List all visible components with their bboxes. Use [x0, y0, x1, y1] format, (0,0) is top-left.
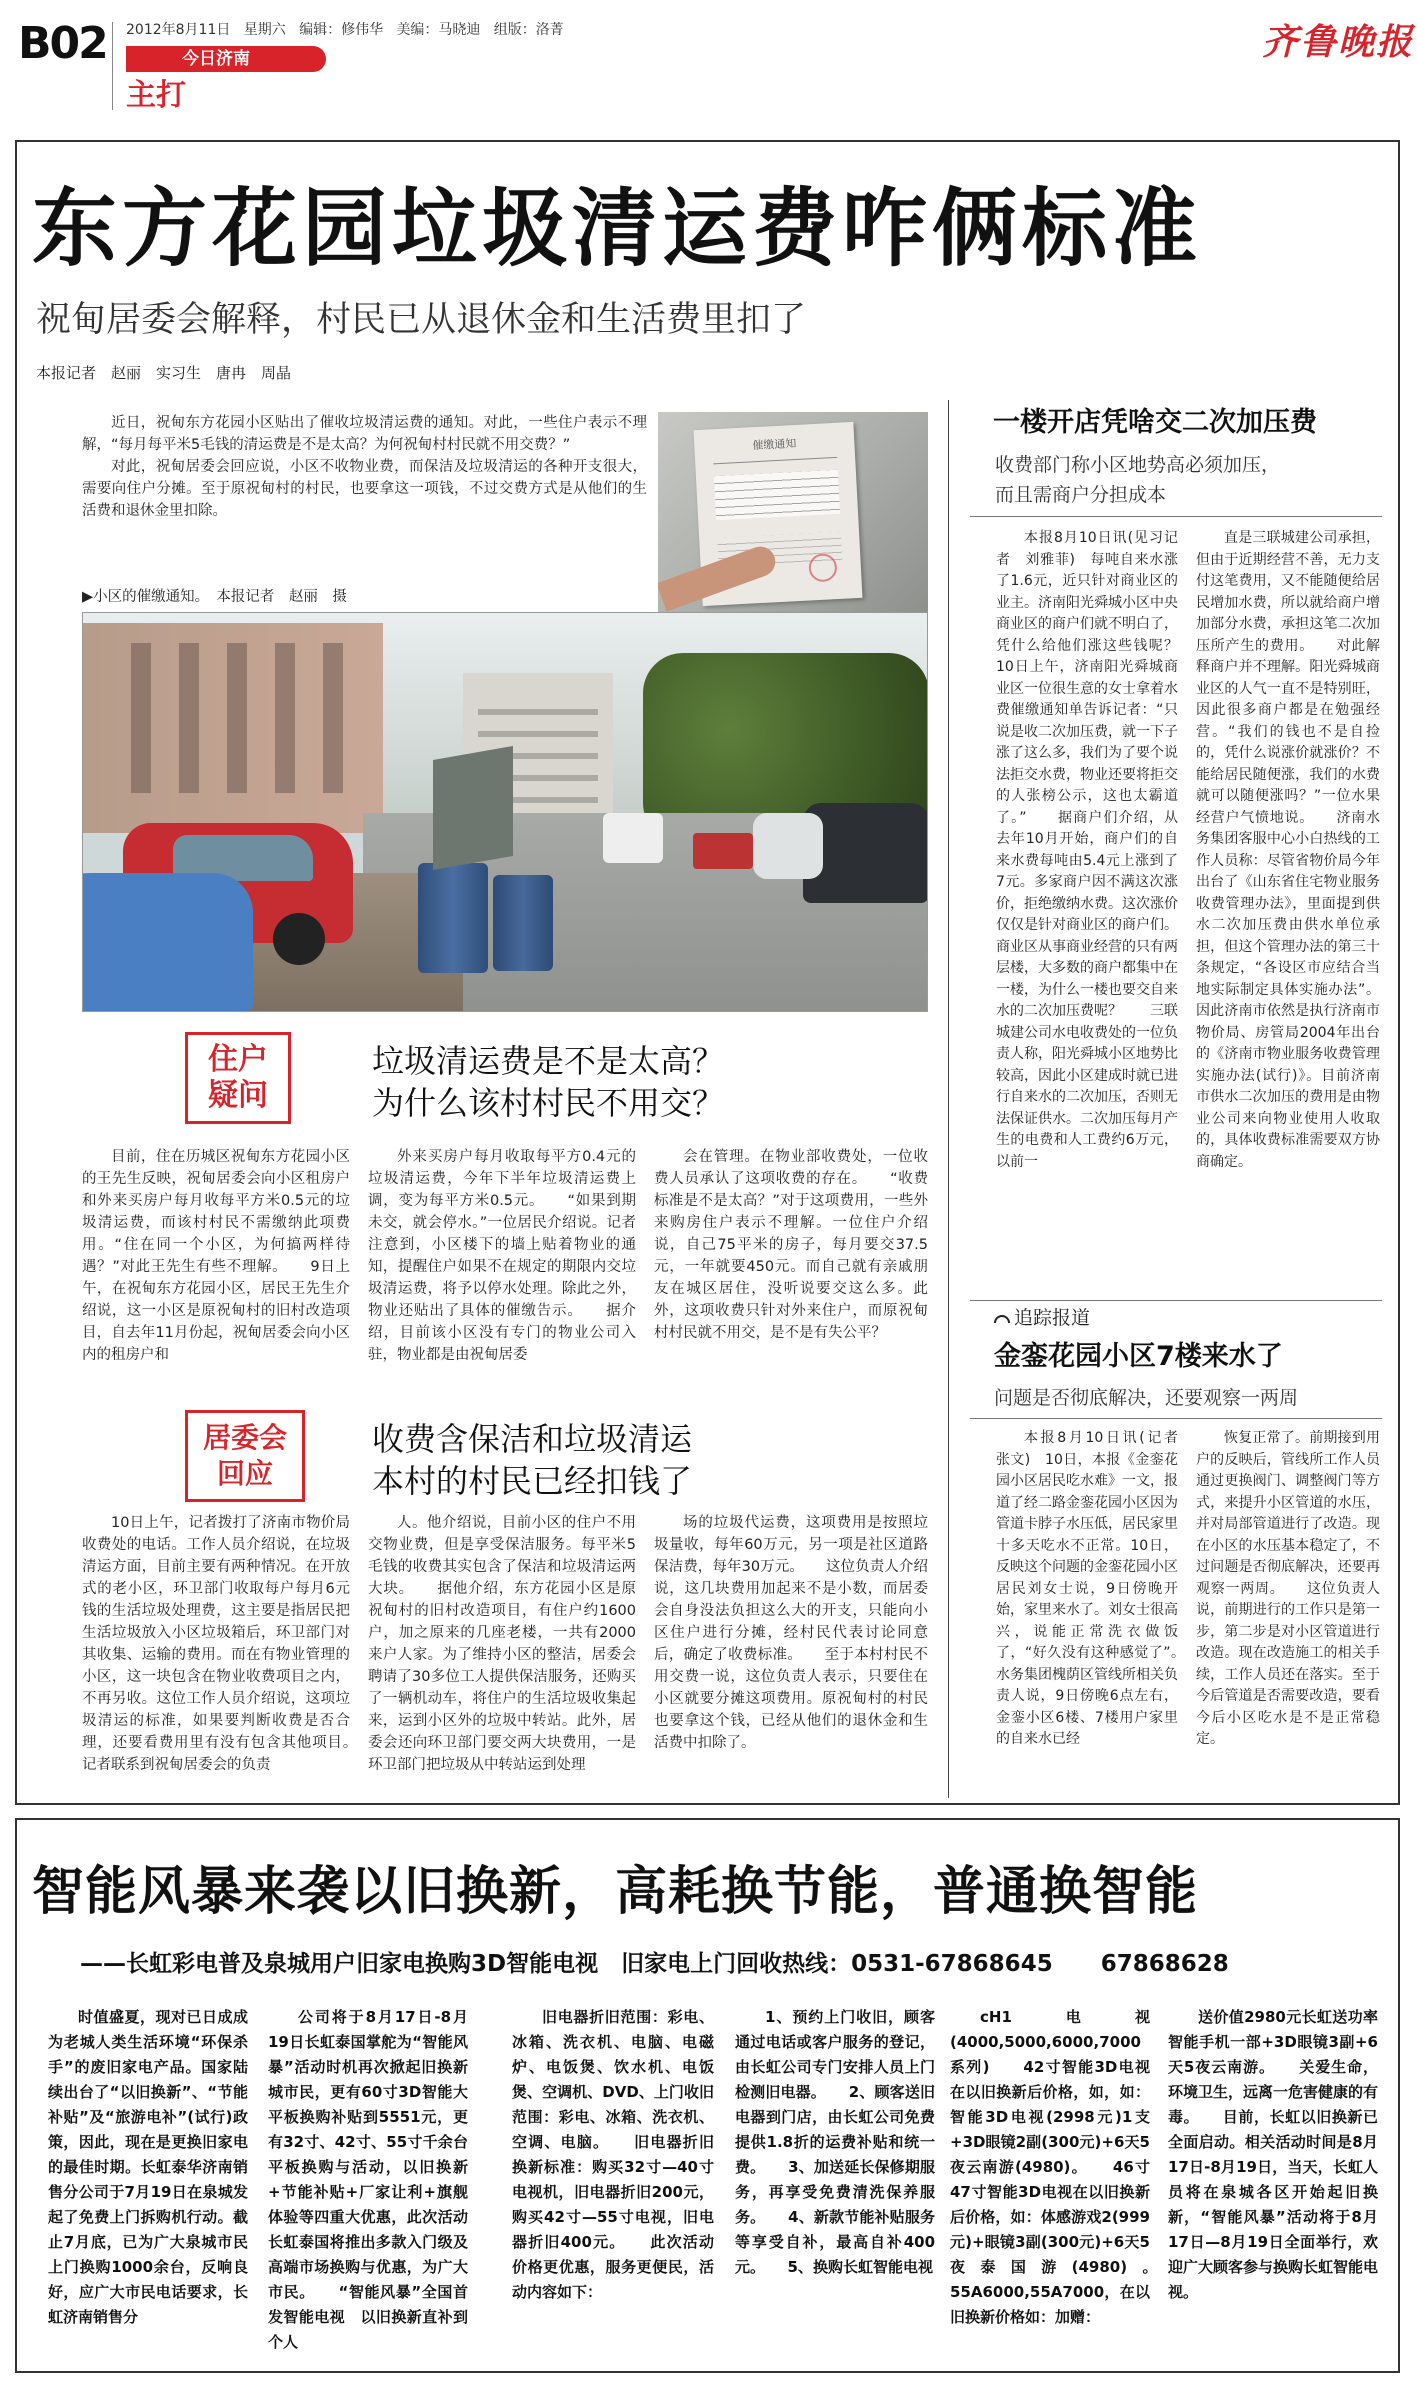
sec1-col-3 [654, 1146, 928, 1408]
truck [693, 833, 753, 869]
side1-subtitle [995, 450, 1280, 510]
ad-subline-text: ——长虹彩电普及泉城用户旧家电换购3D智能电视 旧家电上门回收热线： [80, 1951, 852, 1977]
masthead-logo: 齐鲁晚报 [1262, 21, 1415, 63]
sec2-col-3 [654, 1512, 928, 1796]
header-editor: 编辑：修伟华 [299, 22, 384, 38]
side2-title: 金銮花园小区7楼来水了 [994, 1341, 1283, 1372]
side1-subtitle-line1: 收费部门称小区地势高必须加压， [995, 454, 1281, 476]
header-date: 2012年8月11日 [126, 22, 231, 38]
subheadline: 祝甸居委会解释，村民已从退休金和生活费里扣了 [36, 300, 807, 340]
blue-car [82, 873, 253, 1012]
sec1-tag [197, 1042, 279, 1114]
ad-col-5 [950, 2005, 1150, 2360]
ad-col-4-text: 1、预约上门收旧，顾客通过电话或客户服务的登记，由长虹公司专门安排人员上门检测旧电器。 2、顾客送旧电器到门店，由长虹公司免费提供1.8折的运费补贴和统一费。 3、加送延长保修期服务，再享受免费清洗保养服务。 4、新款节能补贴服务等享受自补，最高自补400元。 5、换购长虹智能电视 [735, 2008, 935, 2276]
sec1-col-2 [368, 1146, 636, 1408]
ad-col-1 [48, 2005, 248, 2360]
header-proof: 组版：洛菁 [493, 22, 564, 38]
headline: 东方花园垃圾清运费咋俩标准 [32, 180, 1203, 279]
ad-headline: 智能风暴来袭以旧换新，高耗换节能，普通换智能 [32, 1862, 1199, 1922]
lead-text [82, 412, 647, 522]
side1-col-2 [1196, 528, 1380, 1290]
ad-col-2 [268, 2005, 468, 2360]
ad-col-3 [512, 2005, 714, 2360]
trash-barrel [418, 863, 488, 973]
ad-col-6 [1168, 2005, 1378, 2360]
header-weekday: 星期六 [243, 22, 286, 38]
ad-subline [80, 1948, 1229, 1980]
header-designer: 美编：马晓迪 [396, 22, 481, 38]
side2-col-1-text: 本报8月10日讯(记者 张文) 10日，本报《金銮花园小区居民吃水难》一文，报道了经二路金銮花园小区因为管道卡脖子水压低，居民家里十多天吃水不正常。10日，反映这个问题的金銮花园小区居民刘女士说，9日傍晚开始，家里来水了。刘女士很高兴，说能正常洗衣做饭了，“好久没有这种感觉了”。 水务集团槐荫区管线所相关负责人说，9日傍晚6点左右，金銮小区6楼、7楼用户家里的自来水已经 [996, 1430, 1178, 1747]
sec1-title-line1: 垃圾清运费是不是太高？ [372, 1042, 725, 1080]
sec2-col-3-text: 场的垃圾代运费，这项费用是按照垃圾量收，每年60万元，另一项是社区道路保洁费，每年30万元。 这位负责人介绍说，这几块费用加起来不是小数，而居委会自身没法负担这么大的开支，只能向小区住户进行分摊，经村民代表讨论同意后，确定了收费标准。 至于本村村民不用交费一说，这位负责人表示，只要住在小区就要分摊这项费用。原祝甸村的村民也要拿这个钱，已经从他们的退休金和生活费中扣除了。 [654, 1515, 928, 1751]
ad-hotline-1: 0531-67868645 [851, 1951, 1053, 1977]
sec2-col-1-text: 10日上午，记者拨打了济南市物价局收费处的电话。工作人员介绍说，在垃圾清运方面，目前主要有两种情况。在开放式的老小区，环卫部门收取每户每月6元钱的生活垃圾处理费，这主要是指居民把生活垃圾放入小区垃圾箱后，环卫部门对其收集、运输的费用。而在有物业管理的小区，这一块包含在物业收费项目之内，不再另收。这位工作人员介绍说，这项垃圾清运的标准，如果要判断收费是否合理，还要看费用里有没有包含其他项目。 记者联系到祝甸居委会的负责 [82, 1515, 350, 1773]
sec1-title-line2: 为什么该村村民不用交？ [372, 1084, 725, 1122]
page-code: B02 [18, 18, 107, 69]
page-header [0, 0, 1417, 130]
ad-col-2-text: 公司将于8月17日-8月19日长虹泰国掌舵为“智能风暴”活动时机再次掀起旧换新城市民，更有60寸3D智能大平板换购补贴到5551元，更有32寸、42寸、55寸千余台平板换购与活动，以旧换新+节能补贴+厂家让利+旗舰体验等四重大优惠，此次活动长虹泰国将推出多款入门级及高端市场换购与优惠，为广大市民。 “智能风暴”全国首发智能电视 以旧换新直补到个人 [268, 2008, 468, 2351]
header-meta [126, 20, 564, 40]
side2-subtitle: 问题是否彻底解决，还要观察一两周 [994, 1387, 1299, 1409]
sec2-title-line2: 本村的村民已经扣钱了 [372, 1462, 693, 1500]
sec2-tag [195, 1420, 295, 1492]
sec1-col-1 [82, 1146, 350, 1408]
ad-col-6-text: 送价值2980元长虹送功率智能手机一部+3D眼镜3副+6天5夜云南游。 关爱生命，环境卫生，远离一危害健康的有毒。 目前，长虹以旧换新已全面启动。相关活动时间是8月17日-8月19日，当天，长虹人员将在泉城各区开始起旧换新，“智能风暴”活动将于8月17日—8月19日全面举行，欢迎广大顾客参与换购长虹智能电视。 [1168, 2008, 1378, 2301]
sec1-col-3-text: 会在管理。在物业部收费处，一位收费人员承认了这项收费的存在。 “收费标准是不是太高？”对于这项费用，一些外来购房住户表示不理解。一位住户介绍说，自己75平米的房子，每月要交37.5元，一年就要450元。而自己就有亲戚朋友在城区居住，没听说要交这么多。此外，这项收费只针对外来住户，而原祝甸村村民就不用交，是不是有失公平？ [654, 1149, 928, 1341]
side1-col-2-text: 直是三联城建公司承担，但由于近期经营不善，无力支付这笔费用，又不能随便给居民增加水费，所以就给商户增加部分水费，承担这笔二次加压所产生的费用。 对此解释商户并不理解。阳光舜城商业区的人气一直不是特别旺，因此很多商户都是在勉强经营。“我们的钱也不是自捡的，凭什么说涨价就涨价？不能给居民随便涨，我们的水费就可以随便涨吗？”一位水果经营户气愤地说。 济南水务集团客服中心小白热线的工作人员称：尽管省物价局今年出台了《山东省住宅物业服务收费管理办法》，里面提到供水二次加压费由供水单位承担，但这个管理办法的第三十条规定，“各设区市应结合当地实际制定具体实施办法”。因此济南市依然是执行济南市物价局、房管局2004年出台的《济南市物业服务收费管理实施办法(试行)》。目前济南市供水二次加压的费用是由物业公司来向物业使用人收取的，具体收费标准需要双方协商确定。 [1196, 530, 1380, 1170]
sign-board [433, 746, 513, 870]
ad-hotline-2: 67868628 [1100, 1951, 1229, 1977]
section-tag [126, 46, 326, 72]
sec1-tag-line1: 住户 [208, 1042, 268, 1077]
van [603, 813, 663, 863]
trash-barrel-2 [493, 875, 553, 971]
street-photo [82, 612, 928, 1012]
side2-kicker [994, 1305, 1090, 1331]
byline: 本报记者 赵丽 实习生 唐冉 周晶 [36, 364, 292, 382]
notice-sheet-title: 催缴通知 [752, 436, 797, 453]
section-tag-label: 今日济南 [182, 49, 250, 69]
side2-kicker-text: 追踪报道 [1014, 1307, 1091, 1329]
side1-subtitle-line2: 而且需商户分担成本 [995, 484, 1167, 506]
column-name: 主打 [126, 78, 186, 113]
side2-col-2-text: 恢复正常了。前期接到用户的反映后，管线所工作人员通过更换阀门、调整阀门等方式，来提升小区管道的水压，并对局部管道进行了改造。现在小区的水压基本稳定了，不过问题是否彻底解决，还要再观察一两周。 这位负责人说，前期进行的工作只是第一步，第二步是对小区管道进行改造。现在改造施工的相关手续，工作人员还在落实。至于今后管道是否需要改造，要看今后小区吃水是不是正常稳定。 [1196, 1430, 1380, 1747]
ad-col-5-text: cH1电视(4000,5000,6000,7000系列) 42寸智能3D电视在以旧换新后价格，如，如：智能3D电视(2998元)1支+3D眼镜2副(300元)+6天5夜云南游(4980)。 46寸47寸智能3D电视在以旧换新后价格，如：体感游戏2(999元)+眼镜3副(300元)+6天5夜泰国游(4980)。 55A6000,55A7000，在以旧换新价格如：加赠： [950, 2008, 1150, 2326]
sec2-title-line1: 收费含保洁和垃圾清运 [372, 1420, 693, 1458]
sec2-tag-line2: 回应 [216, 1457, 273, 1490]
ad-col-1-text: 时值盛夏，现对已日成成为老城人类生活环境“环保杀手”的废旧家电产品。国家陆续出台了“以旧换新”、“节能补贴”及“旅游电补”(试行)政策，因此，现在是更换旧家电的最佳时期。长虹泰华济南销售分公司于7月19日在泉城发起了免费上门拆购机行动。截止7月底，已为广大泉城市民上门换购1000余台，反响良好，应广大市民电话要求，长虹济南销售分 [48, 2008, 248, 2326]
sidebar-divider [948, 400, 949, 1798]
side1-col-1 [996, 528, 1178, 1290]
sec2-col-1 [82, 1512, 350, 1796]
sec1-title [372, 1040, 724, 1124]
sec1-col-2-text: 外来买房户每月收取每平方0.4元的垃圾清运费，今年下半年垃圾清运费上调，变为每平方米0.5元。 “如果到期未交，就会停水。”一位居民介绍说。记者注意到，小区楼下的墙上贴着物业的通知，提醒住户如果不在规定的期限内交垃圾清运费，将予以停水处理。除此之外，物业还贴出了具体的催缴告示。 据介绍，目前该小区没有专门的物业公司入驻，物业都是由祝甸居委 [368, 1149, 636, 1363]
white-car [753, 813, 823, 879]
sec1-tag-line2: 疑问 [208, 1078, 268, 1113]
side1-title: 一楼开店凭啥交二次加压费 [993, 407, 1317, 438]
sec2-tag-line1: 居委会 [202, 1421, 287, 1454]
notice-photo [658, 412, 928, 612]
ad-col-3-text: 旧电器折旧范围：彩电、冰箱、洗衣机、电脑、电磁炉、电饭煲、饮水机、电饭煲、空调机、DVD、上门收旧范围：彩电、冰箱、洗衣机、空调、电脑。 旧电器折旧换新标准：购买32寸—40寸电视机，旧电器折旧200元，购买42寸—55寸电视，旧电器折旧400元。 此次活动价格更优惠，服务更便民，活动内容如下： [512, 2008, 714, 2301]
sec2-col-2 [368, 1512, 636, 1796]
side2-col-2 [1196, 1428, 1380, 1794]
ad-col-4 [735, 2005, 935, 2360]
photo-caption: ▶小区的催缴通知。 本报记者 赵丽 摄 [82, 589, 347, 605]
sec1-col-1-text: 目前，住在历城区祝甸东方花园小区的王先生反映，祝甸居委会向小区租房户和外来买房户每月收每平方米0.5元的垃圾清运费，而该村村民不需缴纳此项费用。“住在同一个小区，为何搞两样待遇？”对此王先生有些不理解。 9日上午，在祝甸东方花园小区，居民王先生介绍说，这一小区是原祝甸村的旧村改造项目，自去年11月份起，祝甸居委会向小区内的租房户和 [82, 1149, 350, 1363]
half-circle-icon [994, 1315, 1010, 1323]
side1-col-1-text: 本报8月10日讯(见习记者 刘雅菲) 每吨自来水涨了1.6元，近只针对商业区的业主。济南阳光舜城小区中央商业区的商户们就不明白了，凭什么给他们涨这些钱呢？ 10日上午，济南阳光舜城商业区一位很生意的女士拿着水费催缴通知单告诉记者：“只说是收二次加压费，就一下子涨了这么多，我们为了要个说法拒交水费，物业还要将拒交的人张榜公示，这也太霸道了。” 据商户们介绍，从去年10月开始，商户们的自来水费每吨由5.4元上涨到了7元。多家商户因不满这次涨价，拒绝缴纳水费。这次涨价仅仅是针对商业区的商户们。商业区从事商业经营的只有两层楼，大多数的商户都集中在一楼，为什么一楼也要交自来水的二次加压费呢？ 三联城建公司水电收费处的一位负责人称，阳光舜城小区地势比较高，因此小区建成时就已进行自来水的二次加压，否则无法保证供水。二次加压每月产生的电费和人工费约6万元，以前一 [996, 530, 1178, 1170]
side2-col-1 [996, 1428, 1178, 1794]
sec2-col-2-text: 人。他介绍说，目前小区的住户不用交物业费，但是享受保洁服务。每平米5毛钱的收费其实包含了保洁和垃圾清运两大块。 据他介绍，东方花园小区是原祝甸村的旧村改造项目，有住户约1600户，加之原来的几座老楼，一共有2000来户人家。为了维持小区的整洁，居委会聘请了30多位工人提供保洁服务，还购买了一辆机动车，将住户的生活垃圾收集起来，运到小区外的垃圾中转站。此外，居委会还向环卫部门要交两大块费用，一是环卫部门把垃圾从中转站运到处理 [368, 1515, 636, 1773]
sec2-title [372, 1418, 692, 1502]
lead-paragraph-2: 对此，祝甸居委会回应说，小区不收物业费，而保洁及垃圾清运的各种开支很大，需要向住户分摊。至于原祝甸村的村民，也要拿这一项钱，不过交费方式是从他们的生活费和退休金里扣除。 [82, 459, 647, 519]
lead-paragraph-1: 近日，祝甸东方花园小区贴出了催收垃圾清运费的通知。对此，一些住户表示不理解，“每月每平米5毛钱的清运费是不是太高？为何祝甸村村民就不用交费？” [82, 415, 647, 453]
